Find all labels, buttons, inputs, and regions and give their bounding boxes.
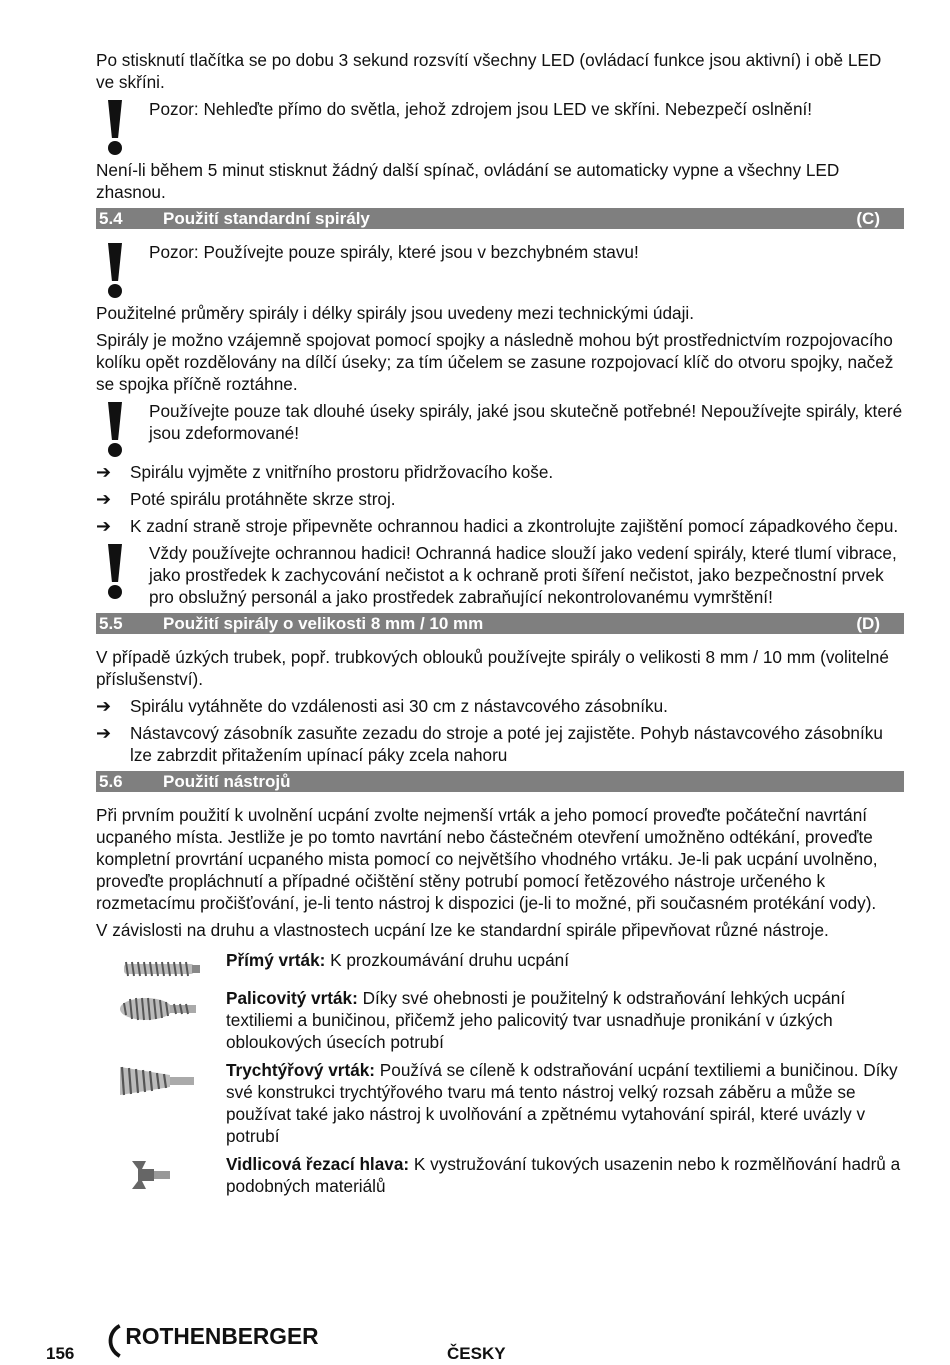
section-number: 5.4 — [99, 209, 123, 228]
tool-name: Trychtýřový vrták: — [226, 1060, 376, 1080]
s56-paragraph-1: Při prvním použití k uvolnění ucpání zvolte nejmenší vrták a jeho pomocí proveďte počáteční navrtání ucpaného místa. Jestliže je po tomto navrtání nebo částečném otevření umožněno odtékání, proveďte kompletní provrtání ucpaného mista pomocí co největšího vhodného vrtáku. Je-li pak ucpání uvolněno, proveďte propláchnutí a případné očištění stěny potrubí pomocí řetězového nástroje určeného k rozmetacímu pročišťování, je-li tento nástroj k dispozici (je-li to možné, při současném protékání vody). — [96, 805, 878, 913]
arrow-right-icon: ➔ — [96, 489, 112, 509]
section-number: 5.5 — [99, 614, 123, 633]
warning-spiral-condition — [96, 241, 904, 297]
fork-cutter-icon — [110, 1155, 202, 1195]
exclamation-icon — [108, 544, 122, 596]
list-item — [96, 722, 904, 766]
tool-name: Vidlicová řezací hlava: — [226, 1154, 410, 1174]
tool-description: K vystružování tukových usazenin nebo k rozmělňování hadrů a podobných materiálů — [226, 1154, 901, 1196]
section-title: Použití spirály o velikosti 8 mm / 10 mm — [163, 614, 484, 633]
tool-entry — [96, 1059, 904, 1147]
s54-paragraph-1: Použitelné průměry spirály i délky spirály jsou uvedeny mezi technickými údaji. — [96, 303, 694, 323]
s54-paragraph-2: Spirály je možno vzájemně spojovat pomocí spojky a následně mohou být prostřednictvím rozpojovacího kolíku opět rozdělovány na dílčí úseky; za tím účelem se zasune rozpojovací klíč do otvoru spojky, načež se spojka příčně roztáhne. — [96, 330, 894, 394]
warning-protective-hose — [96, 542, 904, 608]
intro-paragraph-2: Není-li během 5 minut stisknut žádný další spínač, ovládání se automaticky vypne a všechny LED zhasnou. — [96, 160, 840, 202]
tool-entry — [96, 949, 904, 971]
exclamation-icon — [108, 100, 122, 152]
section-title: Použití standardní spirály — [163, 209, 370, 228]
step-text: Poté spirálu protáhněte skrze stroj. — [130, 489, 396, 509]
step-text: K zadní straně stroje připevněte ochrannou hadici a zkontrolujte zajištění pomocí západkového čepu. — [130, 516, 899, 536]
language-label: ČESKY — [447, 1344, 506, 1363]
club-drill-icon — [110, 989, 202, 1029]
tool-description: K prozkoumávání druhu ucpání — [325, 950, 569, 970]
step-text: Spirálu vytáhněte do vzdálenosti asi 30 cm z nástavcového zásobníku. — [130, 696, 668, 716]
rothenberger-logo — [98, 1322, 348, 1358]
straight-drill-icon — [110, 951, 202, 991]
warning-glare — [96, 98, 904, 154]
svg-text:ROTHENBERGER: ROTHENBERGER — [125, 1322, 319, 1349]
tool-name: Palicovitý vrták: — [226, 988, 358, 1008]
tool-description: Používá se cíleně k odstraňování ucpání textiliemi a buničinou. Díky své konstrukci trychtýřového tvaru má tento nástroj velký rozsah záběru a může se používat také jako nástroj k uvolňování a zpětnému vytahování spirál, které uvázly v potrubí — [226, 1060, 898, 1146]
section-heading-5-5 — [96, 613, 904, 634]
arrow-right-icon: ➔ — [96, 696, 112, 716]
tool-entry — [96, 1153, 904, 1197]
section-heading-5-6 — [96, 771, 904, 792]
funnel-drill-icon — [110, 1061, 202, 1101]
warning-spiral-length — [96, 400, 904, 456]
section-heading-5-4 — [96, 208, 904, 229]
page-number: 156 — [46, 1344, 75, 1363]
section-number: 5.6 — [99, 772, 123, 791]
step-text: Nástavcový zásobník zasuňte zezadu do stroje a poté jej zajistěte. Pohyb nástavcového zásobníku lze zabrzdit přitažením upínací páky zcela nahoru — [130, 723, 883, 765]
tool-entry — [96, 987, 904, 1053]
arrow-right-icon: ➔ — [96, 723, 112, 743]
exclamation-icon — [108, 402, 122, 454]
exclamation-icon — [108, 243, 122, 295]
intro-paragraph-1: Po stisknutí tlačítka se po dobu 3 sekund rozsvítí všechny LED (ovládací funkce jsou aktivní) i obě LED ve skříni. — [96, 50, 882, 92]
section-title: Použití nástrojů — [163, 772, 291, 791]
s55-paragraph-1: V případě úzkých trubek, popř. trubkových oblouků používejte spirály o velikosti 8 mm / 10 mm (volitelné příslušenství). — [96, 647, 889, 689]
tool-description: Díky své ohebnosti je použitelný k odstraňování lehkých ucpání textiliemi a buničinou, přičemž jeho palicovitý tvar usnadňuje pronikání v úzkých obloukových úsecích potrubí — [226, 988, 846, 1052]
list-item — [96, 695, 904, 717]
section-figure-code: (C) — [856, 209, 880, 228]
warning-text: Pozor: Nehleďte přímo do světla, jehož zdrojem jsou LED ve skříni. Nebezpečí oslnění! — [149, 99, 813, 119]
arrow-right-icon: ➔ — [96, 462, 112, 482]
arrow-right-icon: ➔ — [96, 516, 112, 536]
list-item — [96, 515, 904, 537]
page-footer — [0, 1322, 950, 1362]
tool-name: Přímý vrták: — [226, 950, 326, 970]
list-item — [96, 488, 904, 510]
s56-paragraph-2: V závislosti na druhu a vlastnostech ucpání lze ke standardní spirále připevňovat různé nástroje. — [96, 920, 829, 940]
section-figure-code: (D) — [856, 614, 880, 633]
warning-text: Pozor: Používejte pouze spirály, které jsou v bezchybném stavu! — [149, 242, 639, 262]
list-item — [96, 461, 904, 483]
step-text: Spirálu vyjměte z vnitřního prostoru přidržovacího koše. — [130, 462, 554, 482]
page-content — [96, 49, 904, 1203]
warning-text: Vždy používejte ochrannou hadici! Ochranná hadice slouží jako vedení spirály, které tlumí vibrace, jako prostředek k zachycování nečistot a k ochraně proti šíření nečistot, jako bezpečnostní prvek pro obslužný personál a jako prostředek zabraňující nekontrolovanému vymrštění! — [149, 543, 897, 607]
warning-text: Používejte pouze tak dlouhé úseky spirály, jaké jsou skutečně potřebné! Nepoužívejte spirály, které jsou zdeformované! — [149, 401, 903, 443]
